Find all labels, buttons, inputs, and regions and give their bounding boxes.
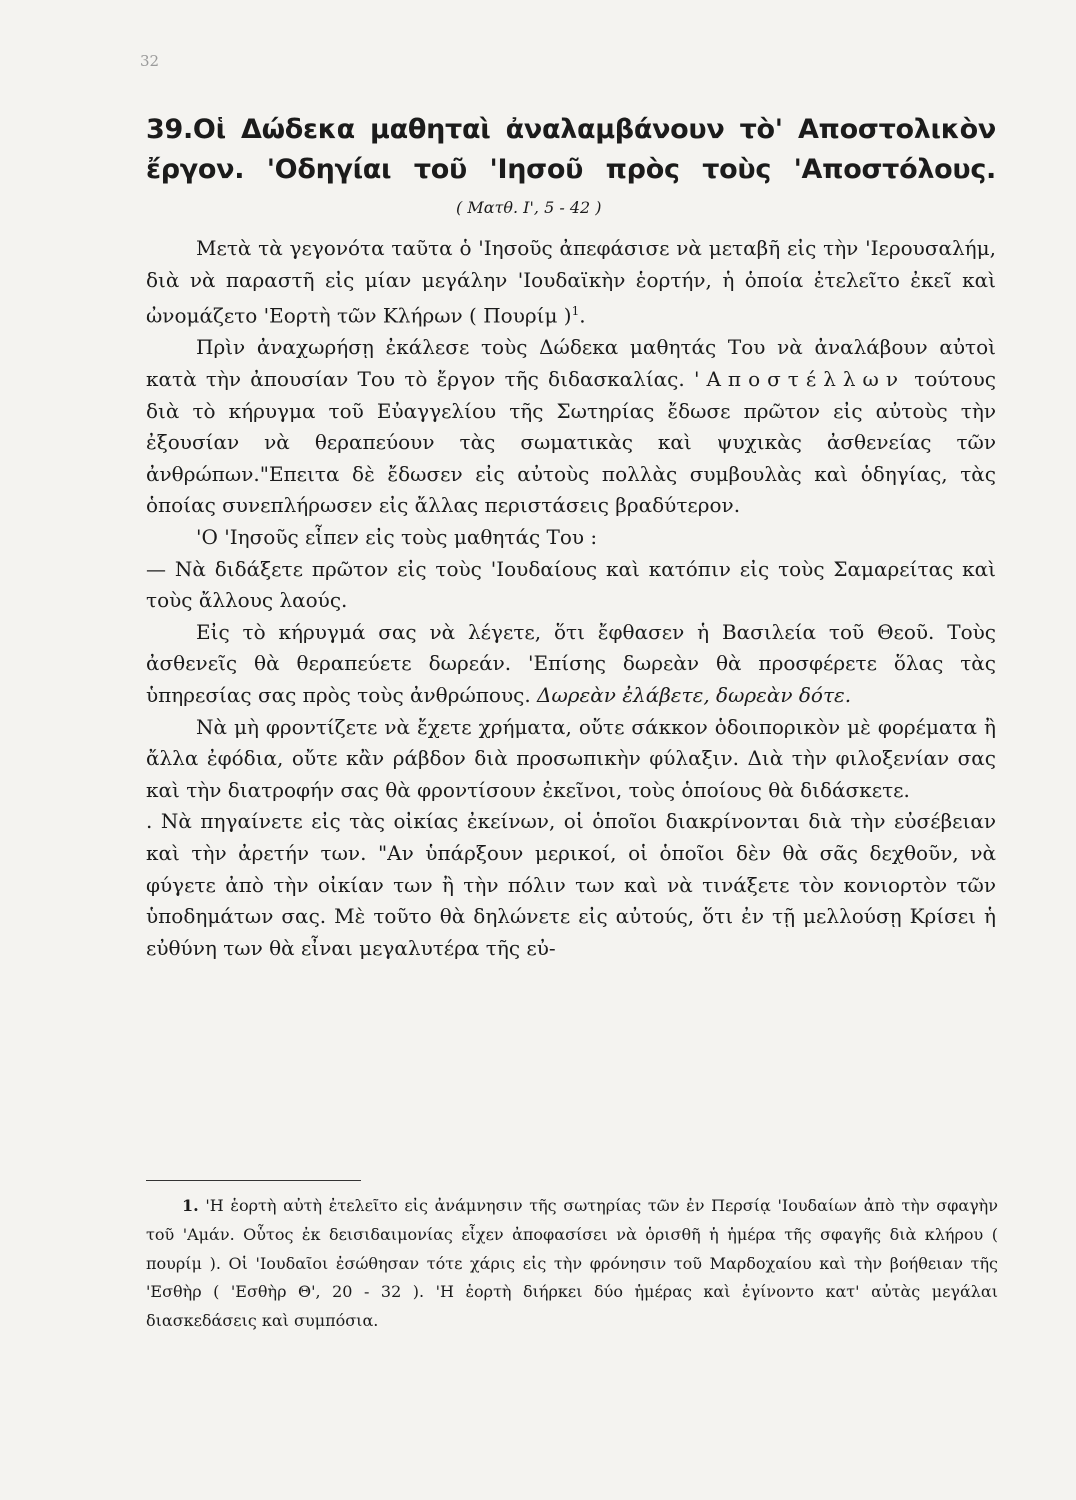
paragraph-6: Νὰ μὴ φροντίζετε νὰ ἔχετε χρήματα, οὔτε σάκκον ὁδοιπορικὸν μὲ φορέματα ἢ ἄλλα ἐφόδια, οὔτε κἂν ράβδον διὰ προσωπικὴν φύλαξιν. Διὰ τὴν φιλοξενίαν σας καὶ τὴν διατροφήν σας θὰ φροντίσουν ἐκεῖνοι, τοὺς ὁποίους θὰ διδάσκετε. <box>146 714 996 802</box>
emphasized-word: 'Αποστέλλων <box>693 367 906 392</box>
paragraph-5-start: Εἰς τὸ κήρυγμά σας νὰ λέγετε, ὅτι ἔφθασεν ἡ Βασιλεία τοῦ Θεοῦ. Τοὺς ἀσθενεῖς θὰ θεραπεύετε δωρεάν. 'Επίσης δωρεὰν θὰ προσφέρετε ὅλας τὰς ὑπηρεσίας σας πρὸς τοὺς ἀνθρώπους. <box>146 619 996 707</box>
footnote-number: 1. <box>182 1196 199 1215</box>
paragraph-3: 'Ο 'Ιησοῦς εἶπεν εἰς τοὺς μαθητάς Του : <box>196 525 598 549</box>
footnote-marker: 1 <box>571 304 580 319</box>
paragraph-2-start: Πρὶν ἀναχωρήσῃ ἐκάλεσε τοὺς Δώδεκα μαθητάς Του νὰ ἀναλάβουν αὐτοὶ κατὰ τὴν ἀπουσίαν Του τὸ ἔργον τῆς διδασκαλίας. <box>146 335 996 392</box>
paragraph-2-end: τούτους διὰ τὸ κήρυγμα τοῦ Εὐαγγελίου τῆς Σωτηρίας ἔδωσε πρῶτον εἰς αὐτοὺς τὴν ἐξουσίαν νὰ θεραπεύουν τὰς σωματικὰς καὶ ψυχικὰς ἀσθενείας τῶν ἀνθρώπων."Επειτα δὲ ἔδωσεν εἰς αὐτοὺς πολλὰς συμβουλὰς καὶ ὁδηγίας, τὰς ὁποίας συνεπλήρωσεν εἰς ἄλλας περιστάσεις βραδύτερον. <box>146 367 996 518</box>
italic-quote: Δωρεὰν ἐλάβετε, δωρεὰν δότε. <box>537 682 852 707</box>
chapter-title-line-2: ἔργον. 'Οδηγίαι τοῦ 'Ιησοῦ πρὸς τοὺς 'Αποστόλους. <box>146 154 996 185</box>
footnotes <box>146 1192 998 1336</box>
footnote-1 <box>146 1192 998 1336</box>
paragraph-4: — Νὰ διδάξετε πρῶτον εἰς τοὺς 'Ιουδαίους καὶ κατόπιν εἰς τοὺς Σαμαρείτας καὶ τοὺς ἄλλους λαούς. <box>146 556 996 613</box>
paragraph-5 <box>146 617 996 712</box>
footnote-divider <box>146 1180 361 1181</box>
chapter-title-line-1: 39.Οἱ Δώδεκα μαθηταὶ ἀναλαμβάνουν τὸ' Αποστολικὸν <box>146 114 996 145</box>
body-text <box>146 233 996 964</box>
chapter-title <box>146 110 996 190</box>
scripture-reference: ( Ματθ. Ι', 5 - 42 ) <box>456 198 602 217</box>
paragraph-1: Μετὰ τὰ γεγονότα ταῦτα ὁ 'Ιησοῦς ἀπεφάσισε νὰ μεταβῆ εἰς τὴν 'Ιερουσαλήμ, διὰ νὰ παραστῆ εἰς μίαν μεγάλην 'Ιουδαϊκὴν ἑορτήν, ἡ ὁποία ἐτελεῖτο ἐκεῖ καὶ ὠνομάζετο 'Εορτὴ τῶν Κλήρων ( Πουρίμ )$^1$. <box>146 236 996 328</box>
page-number: 32 <box>140 52 160 70</box>
paragraph-2 <box>146 332 996 522</box>
paragraph-7: . Νὰ πηγαίνετε εἰς τὰς οἰκίας ἐκείνων, οἱ ὁποῖοι διακρίνονται διὰ τὴν εὐσέβειαν καὶ τὴν ἀρετήν των. "Αν ὑπάρξουν μερικοί, οἱ ὁποῖοι δὲν θὰ σᾶς δεχθοῦν, νὰ φύγετε ἀπὸ τὴν οἰκίαν των ἢ τὴν πόλιν των καὶ νὰ τινάξετε τὸν κονιορτὸν τῶν ὑποδημάτων σας. Μὲ τοῦτο θὰ δηλώνετε εἰς αὐτούς, ὅτι ἐν τῇ μελλούσῃ Κρίσει ἡ εὐθύνη των θὰ εἶναι μεγαλυτέρα τῆς εὐ- <box>146 809 996 960</box>
main-content <box>146 110 996 964</box>
footnote-text: 'Η ἑορτὴ αὐτὴ ἐτελεῖτο εἰς ἀνάμνησιν τῆς σωτηρίας τῶν ἐν Περσίᾳ 'Ιουδαίων ἀπὸ τὴν σφαγὴν τοῦ 'Αμάν. Οὗτος ἐκ δεισιδαιμονίας εἶχεν ἀποφασίσει νὰ ὁρισθῆ ἡ ἡμέρα τῆς σφαγῆς διὰ κλήρου ( πουρίμ ). Οἱ 'Ιουδαῖοι ἐσώθησαν τότε χάρις εἰς τὴν φρόνησιν τοῦ Μαρδοχαίου καὶ τὴν βοήθειαν τῆς 'Εσθὴρ ( 'Εσθὴρ Θ', 20 - 32 ). 'Η ἑορτὴ διήρκει δύο ἡμέρας καὶ ἐγίνοντο κατ' αὐτὰς μεγάλαι διασκεδάσεις καὶ συμπόσια. <box>146 1196 998 1331</box>
paragraph-1-text: Μετὰ τὰ γεγονότα ταῦτα ὁ 'Ιησοῦς ἀπεφάσισε νὰ μεταβῆ εἰς τὴν 'Ιερουσαλήμ, διὰ νὰ παραστῆ εἰς μίαν μεγάλην 'Ιουδαϊκὴν ἑορτήν, ἡ ὁποία ἐτελεῖτο ἐκεῖ καὶ ὠνομάζετο 'Εορτὴ τῶν Κλήρων ( Πουρίμ ) <box>146 236 996 328</box>
